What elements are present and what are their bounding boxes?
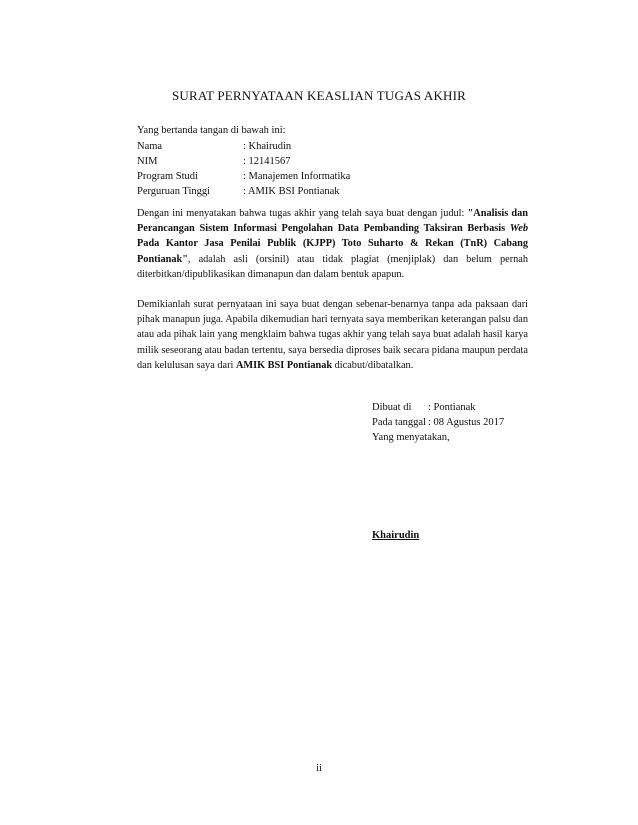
place-label: Dibuat di <box>372 402 412 413</box>
thesis-title-part: Pada Kantor Jasa Penilai Publik (KJPP) Toto Suharto & Rekan (TnR) Cabang Pontianak" <box>137 238 528 265</box>
date-label: Pada tanggal <box>372 417 426 428</box>
closing-text: Demikianlah surat pernyataan ini saya buat dengan sebenar-benarnya tanpa ada paksaan dari pihak manapun juga. Apabila dikemudian hari ternyata saya memberikan keterangan palsu dan atau ada pihak lain yang mengklaim bahwa tugas akhir yang telah saya buat adalah hasil karya milik seseorang atau badan tertentu, saya bersedia diproses baik secara pidana maupun perdata dan kelulusan saya dari <box>137 299 528 371</box>
signature-block <box>372 400 504 445</box>
identity-row-program <box>137 169 350 184</box>
document-title: SURAT PERNYATAAN KEASLIAN TUGAS AKHIR <box>171 88 467 103</box>
declaration-tail: , adalah asli (orsinil) atau tidak plagiat (menjiplak) dan belum pernah diterbitkan/dipublikasikan dimanapun dan dalam bentuk apapun. <box>137 253 528 280</box>
declaration-lead: Dengan ini menyatakan bahwa tugas akhir yang telah saya buat dengan judul: <box>137 208 465 219</box>
identity-value: : Khairudin <box>243 141 292 152</box>
signature-place-row <box>372 400 504 415</box>
identity-row-name <box>137 139 350 154</box>
thesis-title-part: "Analisis dan Perancangan Sistem Informasi Pengolahan Data Pembanding Taksiran Berbasis <box>137 208 529 235</box>
place-value: : Pontianak <box>428 402 476 413</box>
identity-value: : Manajemen Informatika <box>243 171 351 182</box>
page-number: ii <box>316 763 322 774</box>
identity-table <box>137 139 350 199</box>
signer-name: Khairudin <box>372 530 420 541</box>
signature-statement: Yang menyatakan, <box>372 432 450 443</box>
closing-paragraph <box>137 297 528 373</box>
identity-row-institution <box>137 184 350 199</box>
date-value: : 08 Agustus 2017 <box>428 417 505 428</box>
declaration-paragraph <box>137 206 528 282</box>
closing-text-end: dicabut/dibatalkan. <box>332 359 414 371</box>
thesis-title-web: Web <box>509 223 528 235</box>
intro-text: Yang bertanda tangan di bawah ini: <box>137 125 286 136</box>
identity-row-nim <box>137 154 350 169</box>
identity-value: : 12141567 <box>243 156 291 167</box>
identity-label: Perguruan Tinggi <box>137 186 211 197</box>
identity-label: NIM <box>137 156 158 167</box>
identity-value: : AMIK BSI Pontianak <box>243 186 340 197</box>
identity-label: Nama <box>137 141 163 152</box>
signature-date-row <box>372 415 504 430</box>
identity-label: Program Studi <box>137 171 198 182</box>
institution-name: AMIK BSI Pontianak <box>235 359 333 371</box>
